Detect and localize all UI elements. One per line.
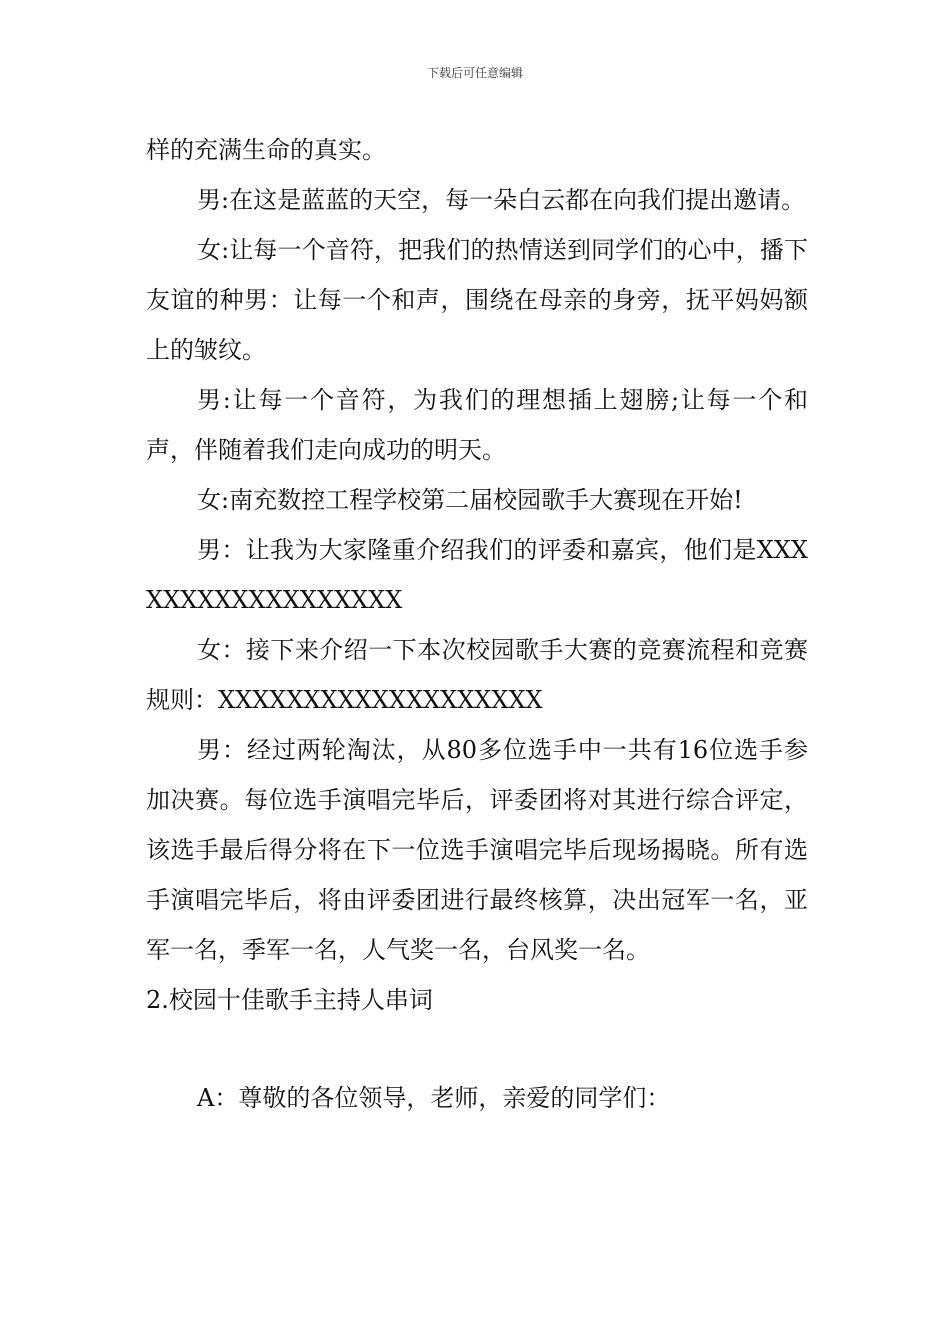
paragraph-female-note: 女:让每一个音符，把我们的热情送到同学们的心中，播下友谊的种男：让每一个和声，围绕在母亲的身旁，抚平妈妈额上的皱纹。 — [146, 236, 808, 364]
paragraph-male-note: 男:让每一个音符，为我们的理想插上翅膀;让每一个和声，伴随着我们走向成功的明天。 — [146, 386, 808, 464]
page-header: 下载后可任意编辑 — [426, 66, 523, 80]
paragraph-greeting: A：尊敬的各位领导，老师，亲爱的同学们： — [197, 1084, 671, 1112]
paragraph-judges-intro: 男：让我为大家隆重介绍我们的评委和嘉宾，他们是XXXXXXXXXXXXXXXXXX — [146, 536, 808, 614]
document-body — [146, 125, 808, 1123]
paragraph-male-invitation: 男:在这是蓝蓝的天空，每一朵白云都在向我们提出邀请。 — [197, 186, 806, 214]
paragraph-competition-process: 男：经过两轮淘汰，从80多位选手中一共有16位选手参加决赛。每位选手演唱完毕后，评委团将对其进行综合评定，该选手最后得分将在下一位选手演唱完毕后现场揭晓。所有选手演唱完毕后，将由评委团进行最终核算，决出冠军一名，亚军一名，季军一名，人气奖一名，台风奖一名。 — [146, 736, 808, 964]
section-heading: 2.校园十佳歌手主持人串词 — [146, 986, 433, 1014]
paragraph-opening-announcement: 女:南充数控工程学校第二届校园歌手大赛现在开始! — [197, 486, 743, 514]
spacer — [146, 1025, 808, 1073]
paragraph-continuation: 样的充满生命的真实。 — [146, 136, 386, 164]
paragraph-rules-intro: 女：接下来介绍一下本次校园歌手大赛的竞赛流程和竞赛规则：XXXXXXXXXXXXXXXXXXX — [146, 636, 808, 714]
